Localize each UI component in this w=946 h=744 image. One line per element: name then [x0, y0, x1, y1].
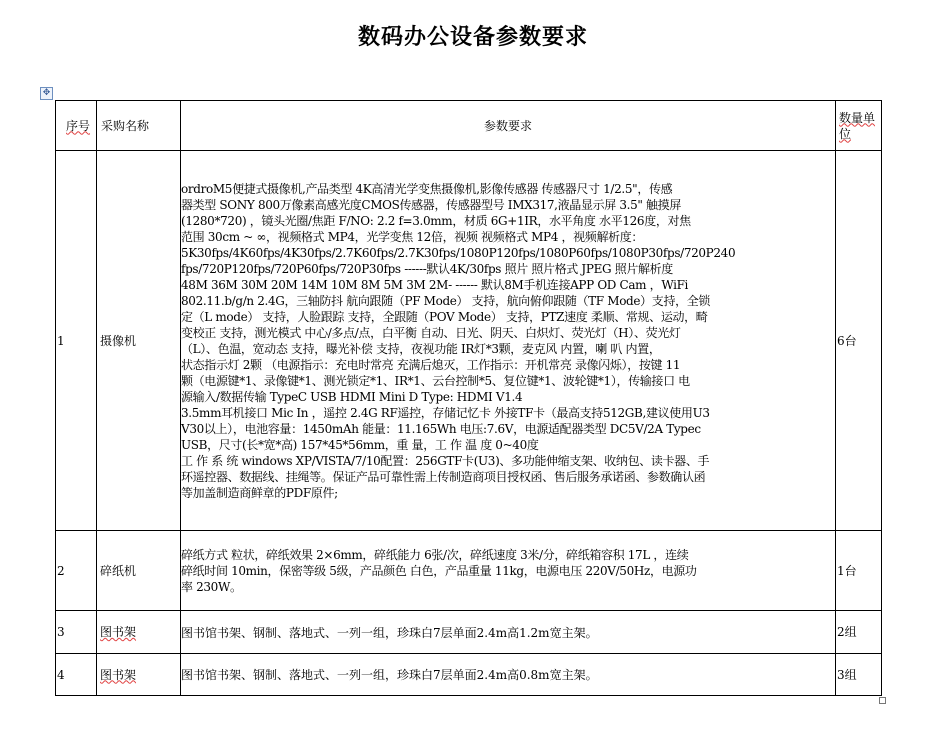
row-seq: 3	[56, 611, 97, 654]
row-name	[97, 654, 181, 696]
row-requirements	[181, 531, 836, 611]
requirement-line: ordroM5便捷式摄像机,产品类型 4K高清光学变焦摄像机,影像传感器 传感器尺寸 1/2.5"，传感	[181, 182, 673, 196]
row-unit: 6台	[836, 151, 882, 531]
header-unit	[836, 101, 882, 151]
header-seq-label: 序号	[66, 118, 91, 133]
requirement-line: 碎纸方式 粒状，碎纸效果 2×6mm，碎纸能力 6张/次，碎纸速度 3米/分，碎纸箱容积 17L ，连续	[181, 548, 689, 562]
requirement-line: 碎纸时间 10min，保密等级 5级，产品颜色 白色，产品重量 11kg，电源电压 220V/50Hz，电源功	[181, 564, 697, 578]
row-name: 碎纸机	[97, 531, 181, 611]
header-requirements	[181, 101, 836, 151]
requirement-line: 5K30fps/4K60fps/4K30fps/2.7K60fps/2.7K30fps/1080P120fps/1080P60fps/1080P30fps/720P240	[181, 246, 736, 260]
requirement-line: (1280*720) ，镜头光圈/焦距 F/NO: 2.2 f=3.0mm，材质 6G+1IR，水平角度 水平126度，对焦	[181, 214, 691, 228]
row-name-label: 图书架	[100, 667, 137, 682]
header-name	[97, 101, 181, 151]
row-unit: 2组	[836, 611, 882, 654]
document-title: 数码办公设备参数要求	[357, 25, 588, 50]
table-row	[56, 611, 882, 654]
requirements-table	[55, 100, 882, 696]
header-seq	[56, 101, 97, 151]
requirement-line: 3.5mm耳机接口 Mic In ，遥控 2.4G RF遥控，存储记忆卡 外接TF卡（最高支持512GB,建议使用U3	[181, 406, 710, 420]
row-unit: 1台	[836, 531, 882, 611]
requirement-line: （L）、色温，宽动态 支持，曝光补偿 支持，夜视功能 IR灯*3颗，麦克风 内置，喇 叭 内置，	[181, 342, 661, 356]
table-row	[56, 151, 882, 531]
table-row	[56, 531, 882, 611]
requirement-line: 范围 30cm ~ ∞，视频格式 MP4，光学变焦 12倍，视频 视频格式 MP4 ，视频解析度：	[181, 230, 644, 244]
row-name-label: 图书架	[100, 625, 137, 639]
row-unit: 3组	[836, 654, 882, 696]
requirement-line: 图书馆书架、钢制、落地式、一列一组，珍珠白7层单面2.4m高1.2m宽主架。	[181, 625, 598, 640]
requirement-line: 源输入/数据传输 TypeC USB HDMI Mini D Type: HDMI V1.4	[181, 390, 523, 404]
row-name: 摄像机	[97, 151, 181, 531]
row-seq: 1	[56, 151, 97, 531]
row-requirements	[181, 611, 836, 654]
requirement-line: 工 作 系 统 windows XP/VISTA/7/10配置：256GTF卡(U3)、多功能伸缩支架、收纳包、读卡器、手	[181, 454, 710, 468]
requirement-line: 802.11.b/g/n 2.4G，三轴防抖 航向跟随（PF Mode） 支持，航向俯仰跟随（TF Mode）支持，全锁	[181, 294, 711, 308]
table-row	[56, 654, 882, 696]
row-requirements	[181, 654, 836, 696]
header-requirements-label: 参数要求	[483, 118, 532, 133]
header-unit-label: 数量单位	[839, 110, 876, 141]
requirement-line: 环遥控器、数据线、挂绳等。保证产品可靠性需上传制造商项目授权函、售后服务承诺函、参数确认函	[181, 470, 706, 484]
requirement-line: fps/720P120fps/720P60fps/720P30fps ------默认4K/30fps 照片 照片格式 JPEG 照片解析度	[181, 262, 673, 276]
requirement-line: USB，尺寸(长*宽*高) 157*45*56mm，重 量，工 作 温 度 0~40度	[181, 438, 539, 452]
table-resize-handle[interactable]	[879, 697, 886, 704]
requirement-line: 率 230W。	[181, 580, 242, 594]
requirement-line: 图书馆书架、钢制、落地式、一列一组，珍珠白7层单面2.4m高0.8m宽主架。	[181, 668, 598, 682]
requirement-line: 等加盖制造商鲜章的PDF原件;	[181, 486, 338, 500]
row-requirements	[181, 151, 836, 531]
header-name-label: 采购名称	[101, 118, 150, 133]
requirement-line: 状态指示灯 2颗 （电源指示：充电时常亮 充满后熄灭，工作指示：开机常亮 录像闪烁），按键 11	[181, 358, 681, 372]
requirement-line: 48M 36M 30M 20M 14M 10M 8M 5M 3M 2M- ------ 默认8M手机连接APP OD Cam ，WiFi	[181, 278, 689, 292]
row-seq: 2	[56, 531, 97, 611]
row-name	[97, 611, 181, 654]
requirement-line: V30以上），电池容量：1450mAh 能量：11.165Wh 电压:7.6V，电源适配器类型 DC5V/2A Typec	[181, 422, 701, 436]
table-move-handle-icon[interactable]: ✥	[40, 87, 53, 100]
requirement-line: 颗（电源键*1、录像键*1、测光锁定*1、IR*1、云台控制*5、复位键*1、波轮键*1），传输接口 电	[181, 374, 690, 388]
requirement-line: 变校正 支持，测光模式 中心/多点/点，白平衡 自动、日光、阴天、白炽灯、荧光灯（H）、荧光灯	[181, 326, 681, 340]
requirement-line: 定（L mode） 支持，人脸跟踪 支持，全跟随（POV Mode） 支持，PTZ速度 柔顺、常规、运动，畸	[181, 310, 708, 324]
table-header-row	[56, 101, 882, 151]
requirement-line: 器类型 SONY 800万像素高感光度CMOS传感器，传感器型号 IMX317,液晶显示屏 3.5" 触摸屏	[181, 198, 681, 212]
row-seq: 4	[56, 654, 97, 696]
